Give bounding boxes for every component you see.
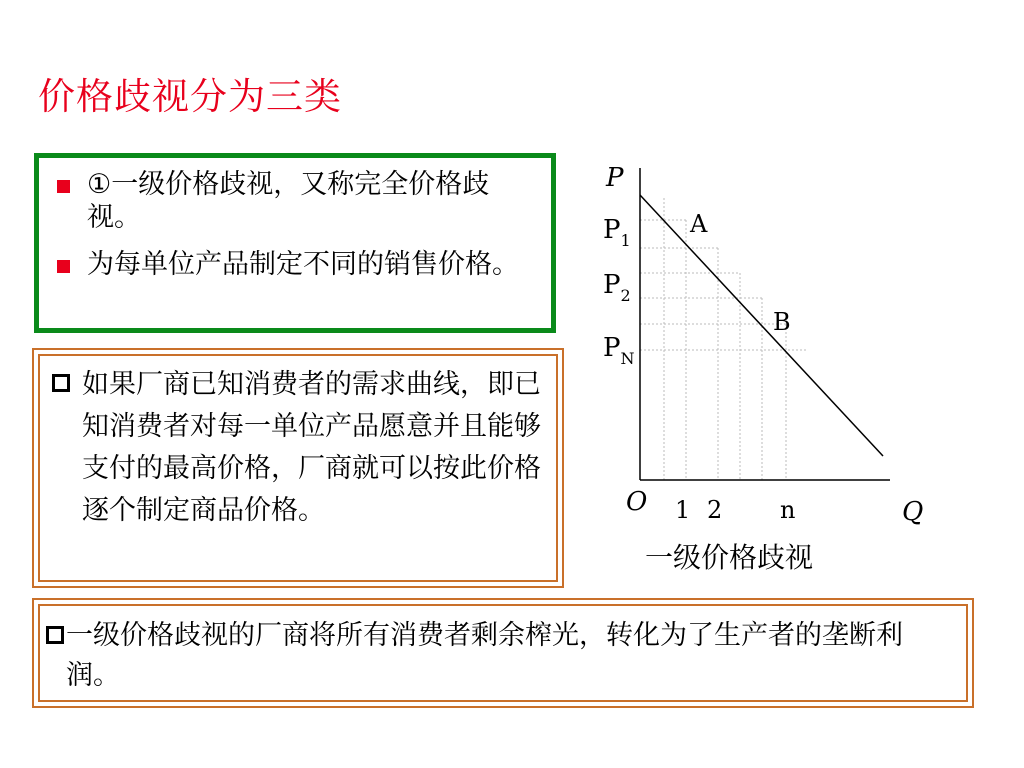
page-title: 价格歧视分为三类: [38, 75, 342, 118]
quantity-label-2: 2: [707, 496, 723, 524]
price-label-p1: $P_1$: [603, 215, 631, 250]
point-label-a: A: [690, 210, 708, 238]
quantity-label-1: 1: [675, 496, 691, 524]
list-item: [57, 248, 537, 281]
demand-curve-diagram: [590, 150, 950, 535]
x-axis-label: Q: [902, 497, 924, 527]
quantity-label-n: n: [780, 496, 796, 524]
hollow-square-bullet-icon: [52, 374, 70, 392]
diagram-caption: 一级价格歧视: [645, 541, 814, 574]
y-axis-label: P: [606, 163, 624, 193]
first-degree-definition-box: [34, 153, 556, 333]
square-bullet-icon: [57, 260, 70, 273]
price-label-p2: $P_2$: [603, 270, 631, 305]
origin-label: O: [626, 487, 648, 517]
price-step-grid: [640, 198, 808, 480]
price-label-pn: $P_N$: [603, 333, 635, 368]
list-item: [46, 616, 946, 696]
demand-curve: [640, 195, 883, 456]
square-bullet-icon: [57, 180, 70, 193]
bullet-text: 一级价格歧视的厂商将所有消费者剩余榨光，转化为了生产者的垄断利润。: [66, 620, 903, 691]
demand-knowledge-box: [32, 348, 564, 588]
bullet-text: 为每单位产品制定不同的销售价格。: [87, 249, 519, 280]
list-item: [52, 364, 542, 532]
list-item: [57, 168, 537, 234]
consumer-surplus-box: [32, 598, 974, 708]
bullet-text: ①一级价格歧视，又称完全价格歧视。: [87, 169, 490, 233]
point-label-b: B: [773, 308, 791, 336]
bullet-text: 如果厂商已知消费者的需求曲线，即已知消费者对每一单位产品愿意并且能够支付的最高价格，厂商就可以按此价格逐个制定商品价格。: [82, 369, 541, 526]
hollow-square-bullet-icon: [46, 626, 64, 644]
